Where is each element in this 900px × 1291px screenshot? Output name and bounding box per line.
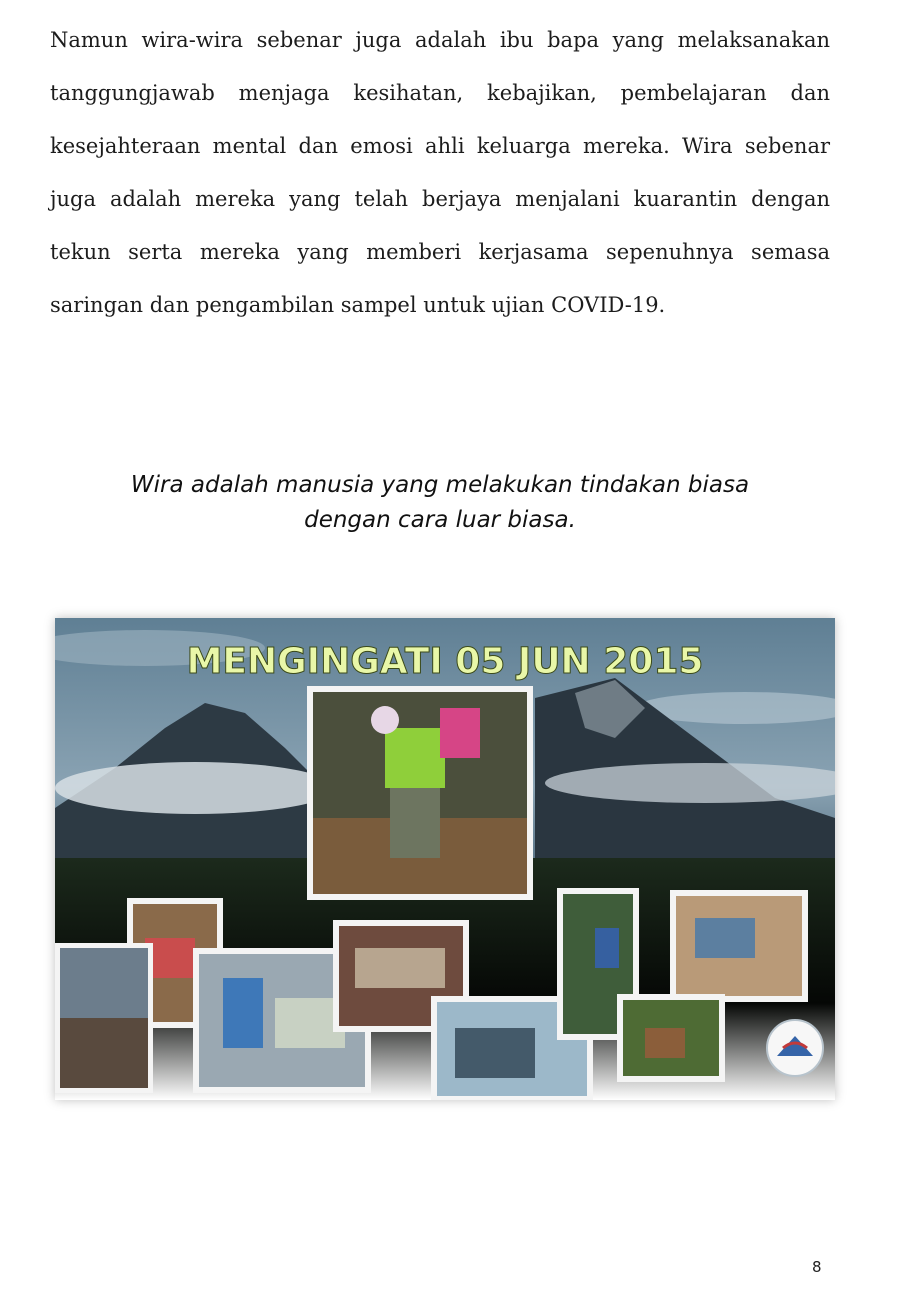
photo-jungle-trek (617, 994, 725, 1082)
quote-line-2: dengan cara luar biasa. (304, 507, 576, 533)
cloud-band (55, 762, 335, 814)
page-number: 8 (812, 1258, 822, 1276)
quote-block (40, 468, 840, 538)
quote-line-1: Wira adalah manusia yang melakukan tindakan biasa (130, 472, 750, 498)
photo-central-climber (307, 686, 533, 900)
organization-logo (767, 1020, 823, 1076)
commemoration-collage-image (55, 618, 835, 1100)
body-paragraph: Namun wira-wira sebenar juga adalah ibu bapa yang melaksanakan tanggungjawab menjaga kesihatan, kebajikan, pembelajaran dan kesejahteraan mental dan emosi ahli keluarga mereka. Wira sebenar juga adalah mereka yang telah berjaya menjalani kuarantin dengan tekun serta mereka yang memberi kerjasama sepenuhnya semasa saringan dan pengambilan sampel untuk ujian COVID-19. (50, 28, 830, 317)
collage-title: MENGINGATI 05 JUN 2015 (186, 641, 704, 682)
photo-mountain-summit (55, 943, 153, 1093)
photo-office-visit (670, 890, 808, 1002)
